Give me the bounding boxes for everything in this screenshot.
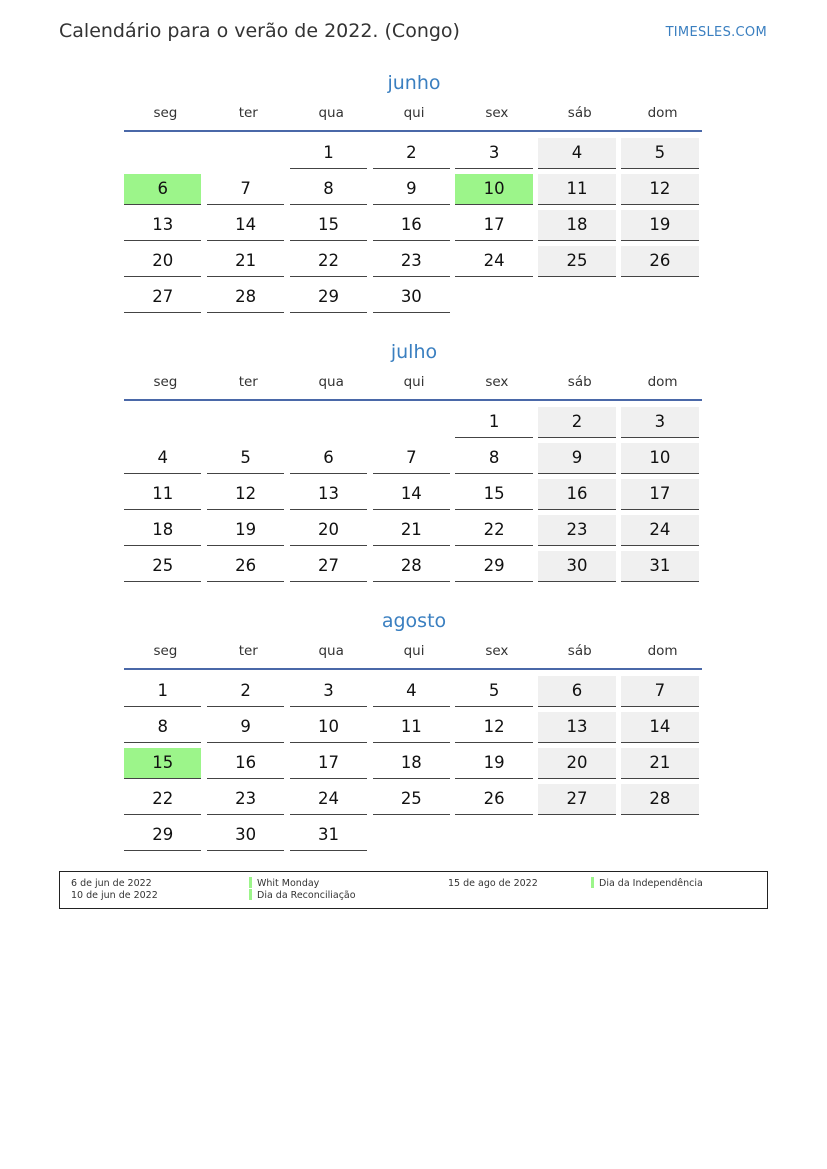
day-cell: 2 bbox=[538, 407, 615, 438]
holiday-day-cell: 15 bbox=[124, 748, 201, 779]
day-cell: 7 bbox=[207, 174, 284, 205]
day-cell: 1 bbox=[455, 407, 532, 438]
holiday-marker bbox=[591, 877, 594, 888]
day-cell: 21 bbox=[207, 246, 284, 277]
day-cell: 9 bbox=[373, 174, 450, 205]
week-row bbox=[124, 443, 704, 479]
day-cell: 27 bbox=[124, 282, 201, 313]
legend-name: Dia da Reconciliação bbox=[257, 890, 356, 901]
week-row bbox=[124, 820, 704, 856]
day-cell: 16 bbox=[373, 210, 450, 241]
day-cell: 5 bbox=[455, 676, 532, 707]
empty-cell bbox=[373, 407, 450, 437]
day-cell: 26 bbox=[455, 784, 532, 815]
empty-cell bbox=[621, 282, 698, 312]
day-cell: 30 bbox=[373, 282, 450, 313]
day-cell: 27 bbox=[538, 784, 615, 815]
day-cell: 9 bbox=[538, 443, 615, 474]
weekday-header bbox=[124, 371, 704, 393]
week-row bbox=[124, 246, 704, 282]
day-cell: 23 bbox=[373, 246, 450, 277]
day-cell: 2 bbox=[373, 138, 450, 169]
day-cell: 4 bbox=[538, 138, 615, 169]
month-title: julho bbox=[390, 341, 438, 363]
legend-name: Whit Monday bbox=[257, 878, 320, 889]
day-cell: 8 bbox=[124, 712, 201, 743]
day-cell: 14 bbox=[621, 712, 698, 743]
weekday-label: sex bbox=[485, 643, 509, 659]
week-row bbox=[124, 479, 704, 515]
weekday-label: qua bbox=[318, 643, 344, 659]
day-cell: 8 bbox=[455, 443, 532, 474]
day-cell: 14 bbox=[207, 210, 284, 241]
day-cell: 29 bbox=[290, 282, 367, 313]
day-cell: 17 bbox=[290, 748, 367, 779]
week-row bbox=[124, 210, 704, 246]
day-cell: 27 bbox=[290, 551, 367, 582]
day-cell: 21 bbox=[373, 515, 450, 546]
day-cell: 25 bbox=[538, 246, 615, 277]
weekday-header bbox=[124, 640, 704, 662]
month-june bbox=[124, 68, 704, 318]
weekday-label: sáb bbox=[567, 374, 592, 390]
header-rule bbox=[124, 668, 702, 670]
day-cell: 2 bbox=[207, 676, 284, 707]
legend-date: 10 de jun de 2022 bbox=[71, 890, 158, 901]
day-cell: 4 bbox=[124, 443, 201, 474]
day-cell: 6 bbox=[538, 676, 615, 707]
day-cell: 16 bbox=[538, 479, 615, 510]
day-cell: 17 bbox=[455, 210, 532, 241]
day-cell: 29 bbox=[455, 551, 532, 582]
week-row bbox=[124, 676, 704, 712]
day-cell: 22 bbox=[290, 246, 367, 277]
day-cell: 21 bbox=[621, 748, 698, 779]
holiday-marker bbox=[249, 889, 252, 900]
day-cell: 1 bbox=[290, 138, 367, 169]
legend-item bbox=[591, 878, 703, 890]
week-row bbox=[124, 174, 704, 210]
weekday-label: qui bbox=[403, 105, 425, 121]
day-cell: 12 bbox=[455, 712, 532, 743]
weekday-label: ter bbox=[238, 643, 258, 659]
day-cell: 19 bbox=[455, 748, 532, 779]
day-cell: 11 bbox=[373, 712, 450, 743]
day-cell: 7 bbox=[373, 443, 450, 474]
day-cell: 20 bbox=[124, 246, 201, 277]
day-cell: 19 bbox=[621, 210, 698, 241]
day-cell: 30 bbox=[538, 551, 615, 582]
day-cell: 16 bbox=[207, 748, 284, 779]
day-cell: 11 bbox=[124, 479, 201, 510]
weekday-label: qua bbox=[318, 374, 344, 390]
weekday-label: dom bbox=[647, 643, 678, 659]
weekday-label: sex bbox=[485, 374, 509, 390]
page-title: Calendário para o verão de 2022. (Congo) bbox=[59, 20, 460, 42]
day-cell: 22 bbox=[455, 515, 532, 546]
empty-cell bbox=[455, 820, 532, 850]
site-link[interactable]: TIMESLES.COM bbox=[665, 25, 767, 40]
week-row bbox=[124, 138, 704, 174]
month-july bbox=[124, 337, 704, 587]
day-cell: 26 bbox=[207, 551, 284, 582]
weekday-label: qui bbox=[403, 643, 425, 659]
week-row bbox=[124, 515, 704, 551]
header-rule bbox=[124, 399, 702, 401]
week-row bbox=[124, 407, 704, 443]
empty-cell bbox=[538, 282, 615, 312]
holiday-day-cell: 10 bbox=[455, 174, 532, 205]
day-cell: 23 bbox=[207, 784, 284, 815]
day-cell: 23 bbox=[538, 515, 615, 546]
month-grid bbox=[124, 676, 704, 856]
weekday-header bbox=[124, 102, 704, 124]
day-cell: 12 bbox=[207, 479, 284, 510]
day-cell: 3 bbox=[290, 676, 367, 707]
day-cell: 5 bbox=[207, 443, 284, 474]
week-row bbox=[124, 784, 704, 820]
week-row bbox=[124, 748, 704, 784]
week-row bbox=[124, 712, 704, 748]
weekday-label: dom bbox=[647, 105, 678, 121]
empty-cell bbox=[207, 407, 284, 437]
month-title: junho bbox=[387, 72, 441, 94]
day-cell: 7 bbox=[621, 676, 698, 707]
day-cell: 10 bbox=[290, 712, 367, 743]
day-cell: 28 bbox=[621, 784, 698, 815]
day-cell: 13 bbox=[124, 210, 201, 241]
day-cell: 17 bbox=[621, 479, 698, 510]
weekday-label: seg bbox=[153, 105, 178, 121]
day-cell: 28 bbox=[373, 551, 450, 582]
day-cell: 3 bbox=[621, 407, 698, 438]
day-cell: 11 bbox=[538, 174, 615, 205]
legend-item bbox=[249, 878, 319, 890]
day-cell: 1 bbox=[124, 676, 201, 707]
empty-cell bbox=[207, 138, 284, 168]
week-row bbox=[124, 282, 704, 318]
empty-cell bbox=[290, 407, 367, 437]
day-cell: 18 bbox=[373, 748, 450, 779]
day-cell: 18 bbox=[538, 210, 615, 241]
day-cell: 3 bbox=[455, 138, 532, 169]
day-cell: 30 bbox=[207, 820, 284, 851]
legend-item bbox=[249, 890, 356, 902]
day-cell: 10 bbox=[621, 443, 698, 474]
empty-cell bbox=[538, 820, 615, 850]
holiday-day-cell: 6 bbox=[124, 174, 201, 205]
day-cell: 13 bbox=[290, 479, 367, 510]
holiday-legend bbox=[59, 871, 768, 909]
weekday-label: seg bbox=[153, 643, 178, 659]
day-cell: 25 bbox=[124, 551, 201, 582]
weekday-label: ter bbox=[238, 374, 258, 390]
weekday-label: sex bbox=[485, 105, 509, 121]
day-cell: 6 bbox=[290, 443, 367, 474]
day-cell: 24 bbox=[621, 515, 698, 546]
day-cell: 20 bbox=[538, 748, 615, 779]
day-cell: 26 bbox=[621, 246, 698, 277]
weekday-label: qui bbox=[403, 374, 425, 390]
weekday-label: qua bbox=[318, 105, 344, 121]
day-cell: 9 bbox=[207, 712, 284, 743]
day-cell: 22 bbox=[124, 784, 201, 815]
day-cell: 8 bbox=[290, 174, 367, 205]
day-cell: 19 bbox=[207, 515, 284, 546]
holiday-marker bbox=[249, 877, 252, 888]
weekday-label: dom bbox=[647, 374, 678, 390]
empty-cell bbox=[124, 407, 201, 437]
day-cell: 31 bbox=[621, 551, 698, 582]
weekday-label: sáb bbox=[567, 105, 592, 121]
day-cell: 5 bbox=[621, 138, 698, 169]
day-cell: 28 bbox=[207, 282, 284, 313]
month-grid bbox=[124, 138, 704, 318]
day-cell: 14 bbox=[373, 479, 450, 510]
header-rule bbox=[124, 130, 702, 132]
weekday-label: sáb bbox=[567, 643, 592, 659]
day-cell: 20 bbox=[290, 515, 367, 546]
day-cell: 15 bbox=[455, 479, 532, 510]
day-cell: 25 bbox=[373, 784, 450, 815]
empty-cell bbox=[621, 820, 698, 850]
empty-cell bbox=[124, 138, 201, 168]
weekday-label: ter bbox=[238, 105, 258, 121]
empty-cell bbox=[373, 820, 450, 850]
day-cell: 4 bbox=[373, 676, 450, 707]
day-cell: 13 bbox=[538, 712, 615, 743]
legend-date: 6 de jun de 2022 bbox=[71, 878, 152, 889]
day-cell: 31 bbox=[290, 820, 367, 851]
weekday-label: seg bbox=[153, 374, 178, 390]
legend-date: 15 de ago de 2022 bbox=[448, 878, 538, 889]
day-cell: 12 bbox=[621, 174, 698, 205]
day-cell: 24 bbox=[455, 246, 532, 277]
day-cell: 18 bbox=[124, 515, 201, 546]
week-row bbox=[124, 551, 704, 587]
day-cell: 24 bbox=[290, 784, 367, 815]
month-august bbox=[124, 606, 704, 856]
month-grid bbox=[124, 407, 704, 587]
day-cell: 29 bbox=[124, 820, 201, 851]
month-title: agosto bbox=[381, 610, 447, 632]
day-cell: 15 bbox=[290, 210, 367, 241]
legend-name: Dia da Independência bbox=[599, 878, 703, 889]
empty-cell bbox=[455, 282, 532, 312]
